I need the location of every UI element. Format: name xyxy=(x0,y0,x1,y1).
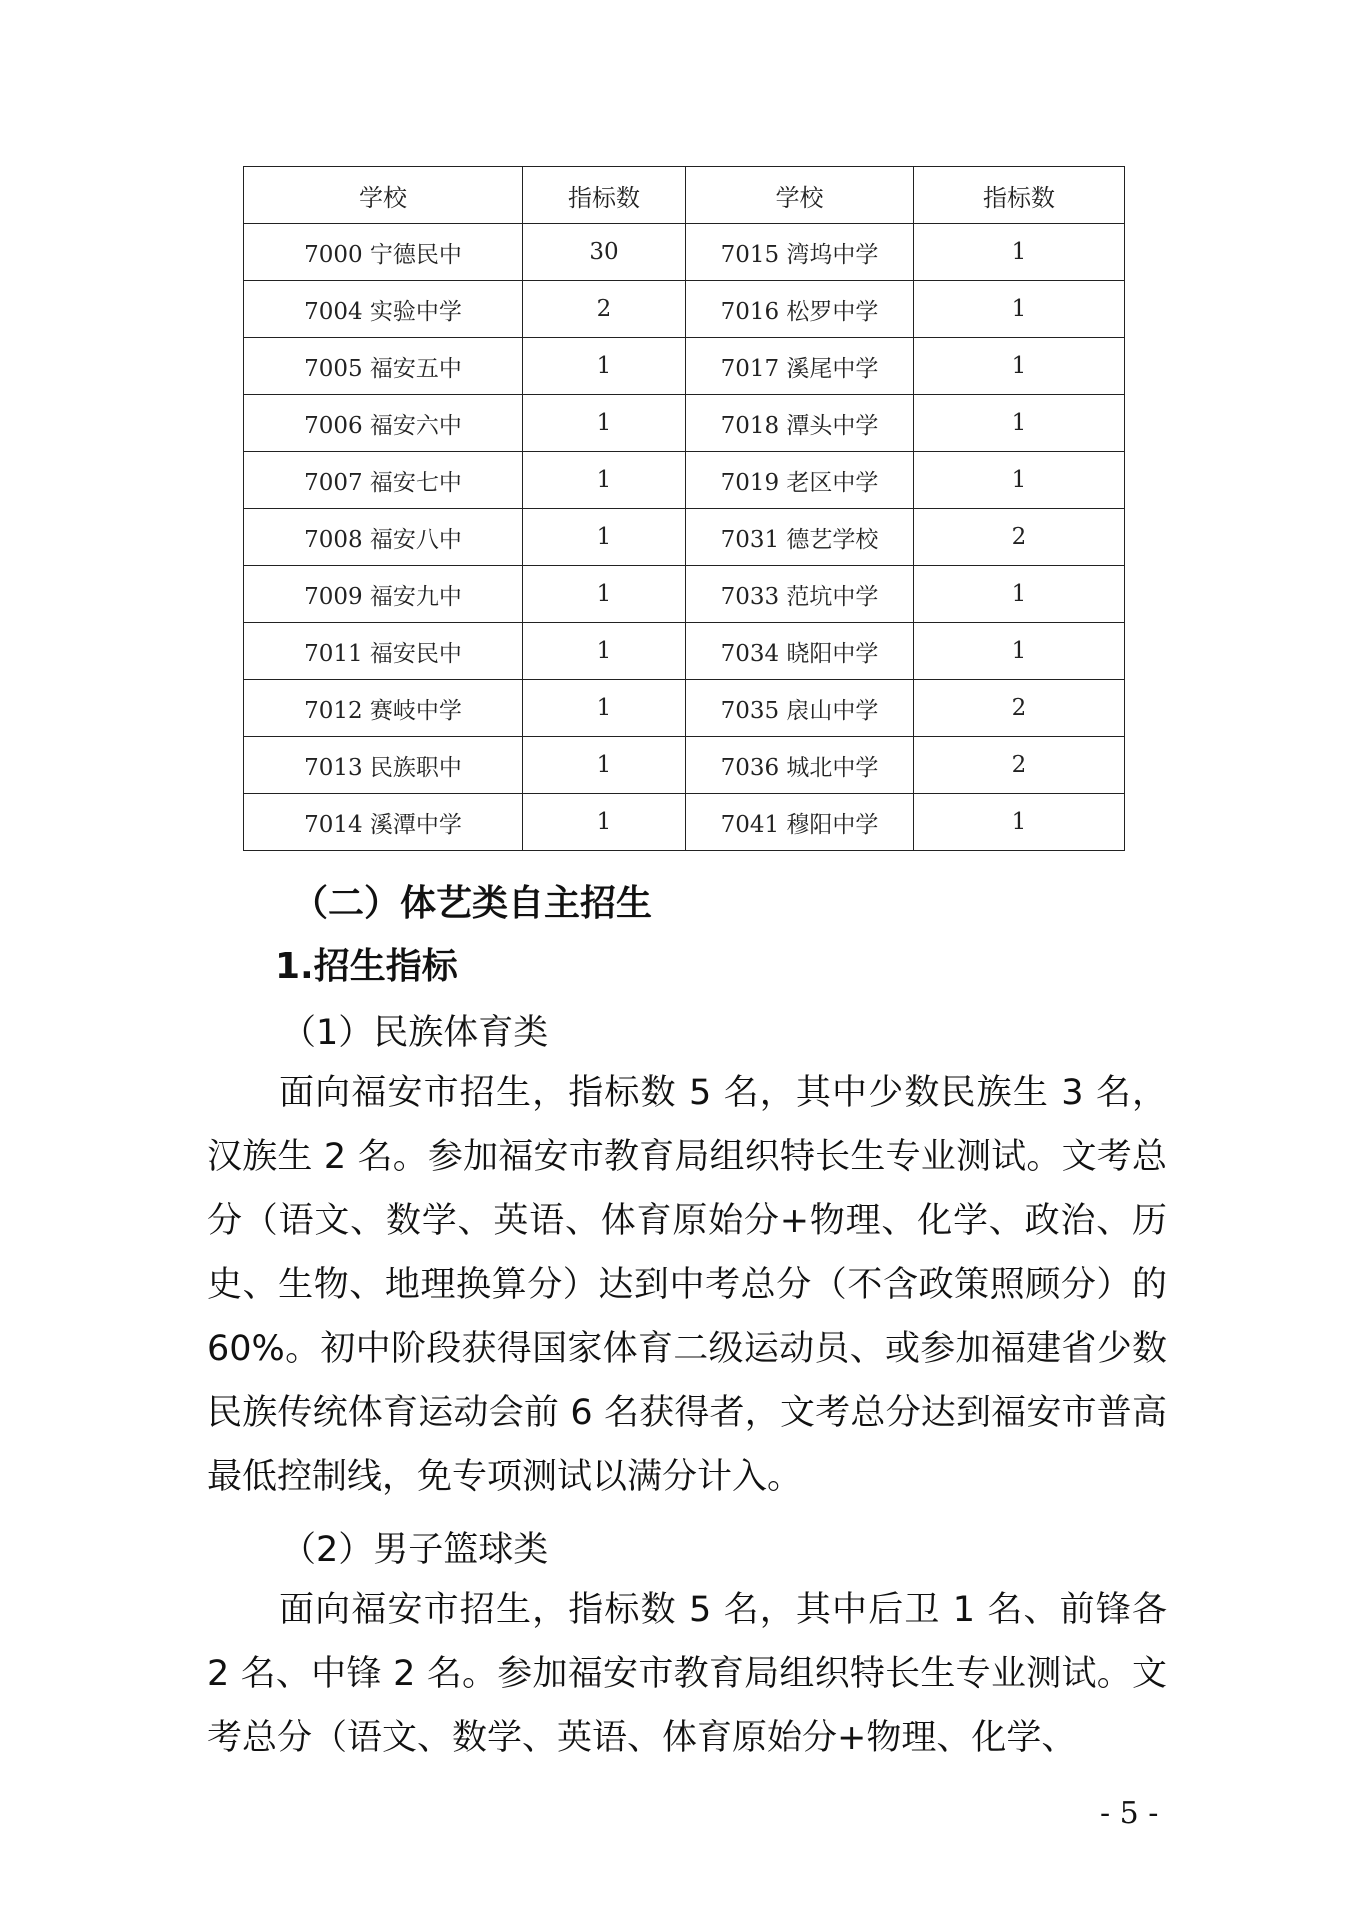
school-cell: 7007 福安七中 xyxy=(244,452,523,509)
school-cell: 7008 福安八中 xyxy=(244,509,523,566)
header-school: 学校 xyxy=(686,167,914,224)
table-row xyxy=(244,680,1125,737)
table-row xyxy=(244,566,1125,623)
school-cell: 7031 德艺学校 xyxy=(686,509,914,566)
quota-cell: 1 xyxy=(523,623,686,680)
school-cell: 7016 松罗中学 xyxy=(686,281,914,338)
quota-cell: 1 xyxy=(914,338,1125,395)
quota-cell: 1 xyxy=(914,395,1125,452)
school-cell: 7033 范坑中学 xyxy=(686,566,914,623)
school-cell: 7000 宁德民中 xyxy=(244,224,523,281)
quota-cell: 1 xyxy=(523,509,686,566)
quota-cell: 1 xyxy=(914,623,1125,680)
quota-cell: 1 xyxy=(914,566,1125,623)
table-row xyxy=(244,452,1125,509)
school-cell: 7011 福安民中 xyxy=(244,623,523,680)
item-paragraph-ethnic-sports: 面向福安市招生，指标数 5 名，其中少数民族生 3 名，汉族生 2 名。参加福安市教育局组织特长生专业测试。文考总分（语文、数学、英语、体育原始分+物理、化学、政治、历史、生物、地理换算分）达到中考总分（不含政策照顾分）的 60%。初中阶段获得国家体育二级运动员、或参加福建省少数民族传统体育运动会前 6 名获得者，文考总分达到福安市普高最低控制线，免专项测试以满分计入。 xyxy=(207,1073,1167,1497)
quota-cell: 1 xyxy=(523,338,686,395)
header-quota: 指标数 xyxy=(914,167,1125,224)
quota-cell: 1 xyxy=(914,794,1125,851)
quota-cell: 1 xyxy=(523,452,686,509)
quota-cell: 2 xyxy=(914,680,1125,737)
quota-table xyxy=(243,166,1125,851)
school-cell: 7017 溪尾中学 xyxy=(686,338,914,395)
table-header-row xyxy=(244,167,1125,224)
table-row xyxy=(244,623,1125,680)
school-cell: 7034 晓阳中学 xyxy=(686,623,914,680)
sub-heading: 1.招生指标 xyxy=(275,946,458,987)
quota-cell: 1 xyxy=(914,224,1125,281)
item-title-basketball: （2）男子篮球类 xyxy=(281,1530,549,1570)
school-cell: 7012 赛岐中学 xyxy=(244,680,523,737)
item-title-ethnic-sports: （1）民族体育类 xyxy=(281,1013,549,1053)
table-row xyxy=(244,224,1125,281)
school-cell: 7013 民族职中 xyxy=(244,737,523,794)
quota-cell: 1 xyxy=(523,737,686,794)
school-cell: 7019 老区中学 xyxy=(686,452,914,509)
item-paragraph-basketball: 面向福安市招生，指标数 5 名，其中后卫 1 名、前锋各 2 名、中锋 2 名。参加福安市教育局组织特长生专业测试。文考总分（语文、数学、英语、体育原始分+物理、化学、 xyxy=(207,1590,1167,1758)
table-row xyxy=(244,281,1125,338)
table-row xyxy=(244,509,1125,566)
page-number: - 5 - xyxy=(1100,1796,1159,1831)
school-cell: 7005 福安五中 xyxy=(244,338,523,395)
header-quota: 指标数 xyxy=(523,167,686,224)
quota-cell: 2 xyxy=(914,509,1125,566)
quota-cell: 2 xyxy=(523,281,686,338)
section-heading: （二）体艺类自主招生 xyxy=(292,883,653,924)
school-cell: 7018 潭头中学 xyxy=(686,395,914,452)
school-cell: 7009 福安九中 xyxy=(244,566,523,623)
quota-cell: 1 xyxy=(523,794,686,851)
quota-cell: 1 xyxy=(523,566,686,623)
quota-cell: 1 xyxy=(523,680,686,737)
table-row xyxy=(244,395,1125,452)
school-cell: 7015 湾坞中学 xyxy=(686,224,914,281)
quota-cell: 1 xyxy=(914,281,1125,338)
school-cell: 7036 城北中学 xyxy=(686,737,914,794)
table-row xyxy=(244,794,1125,851)
school-cell: 7035 扆山中学 xyxy=(686,680,914,737)
school-cell: 7014 溪潭中学 xyxy=(244,794,523,851)
school-cell: 7041 穆阳中学 xyxy=(686,794,914,851)
table-row xyxy=(244,737,1125,794)
school-cell: 7004 实验中学 xyxy=(244,281,523,338)
quota-cell: 1 xyxy=(914,452,1125,509)
quota-cell: 2 xyxy=(914,737,1125,794)
quota-cell: 1 xyxy=(523,395,686,452)
school-cell: 7006 福安六中 xyxy=(244,395,523,452)
quota-cell: 30 xyxy=(523,224,686,281)
header-school: 学校 xyxy=(244,167,523,224)
table-row xyxy=(244,338,1125,395)
